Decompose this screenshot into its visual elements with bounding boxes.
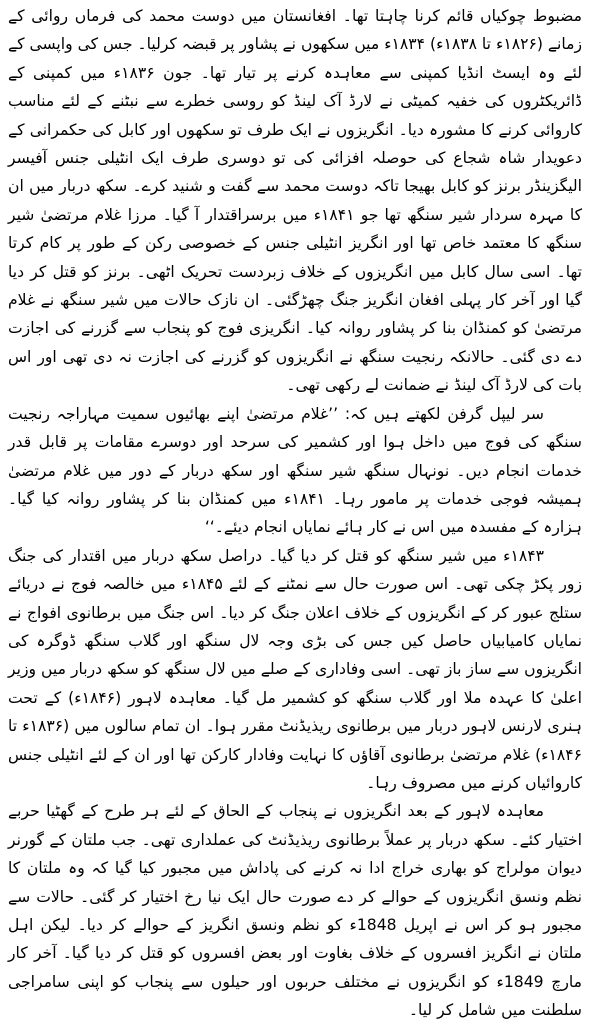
paragraph-first-sikh-war: ۱۸۴۳ء میں شیر سنگھ کو قتل کر دیا گیا۔ دراصل سکھ دربار میں اقتدار کی جنگ زور پکڑ چکی تھی۔ اس صورت حال سے نمٹنے کے لئے ۱۸۴۵ء میں خالصہ فوج نے دریائے ستلج عبور کر کے انگریزوں کے خلاف اعلان جنگ کر دیا۔ اس جنگ میں برطانوی افواج نے نمایاں کامیابیاں حاصل کیں جس کی بڑی وجہ لال سنگھ اور گلاب سنگھ ڈوگرہ کی انگریزوں سے ساز باز تھی۔ اسی وفاداری کے صلے میں لال سنگھ کو سکھ دربار میں وزیر اعلیٰ کا عہدہ ملا اور گلاب سنگھ کو کشمیر مل گیا۔ معاہدہ لاہور (۱۸۴۶ء) کے تحت ہنری لارنس لاہور دربار میں برطانوی ریذیڈنٹ مقرر ہوا۔ ان تمام سالوں میں (۱۸۳۶ء تا ۱۸۴۶ء) غلام مرتضیٰ برطانوی آقاؤں کا نہایت وفادار کارکن تھا اور ان کے لئے انٹیلی جنس کاروائیاں کرنے میں مصروف رہا۔ bbox=[8, 546, 583, 792]
paragraph-afghan-background: مضبوط چوکیاں قائم کرنا چاہتا تھا۔ افغانستان میں دوست محمد کی فرماں روائی کے زمانے (۱۸۲۶ء تا ۱۸۳۸ء) ۱۸۳۴ء میں سکھوں نے پشاور پر قبضہ کرلیا۔ جس کی واپسی کے لئے وہ ایسٹ انڈیا کمپنی سے معاہدہ کرنے پر تیار تھا۔ جون ۱۸۳۶ء میں کمپنی کے ڈائریکٹروں کی خفیہ کمیٹی نے لارڈ آک لینڈ کو روسی خطرے سے نبٹنے کے لئے مناسب کاروائی کرنے کا مشورہ دیا۔ انگریزوں نے ایک طرف تو سکھوں اور کابل کی حکمرانی کے دعویدار شاہ شجاع کی حوصلہ افزائی کی تو دوسری طرف ایک انٹیلی جنس آفیسر الیگزینڈر برنز کو کابل بھیجا تاکہ دوست محمد سے گفت و شنید کرے۔ سکھ دربار میں ان کا مہرہ سردار شیر سنگھ تھا جو ۱۸۴۱ء میں برسراقتدار آ گیا۔ مرزا غلام مرتضیٰ شیر سنگھ کا معتمد خاص تھا اور انگریز انٹیلی جنس کے خصوصی رکن کے طور پر کام کرتا تھا۔ اسی سال کابل میں انگریزوں کے خلاف زبردست تحریک اٹھی۔ برنز کو قتل کر دیا گیا اور آخر کار پہلی افغان انگریز جنگ چھڑگئی۔ ان نازک حالات میں شیر سنگھ نے غلام مرتضیٰ کو کمنڈان بنا کر پشاور روانہ کیا۔ انگریزی فوج کو پنجاب سے گزرنے کی اجازت دے دی گئی۔ حالانکہ رنجیت سنگھ نے انگریزوں کو گزرنے کی اجازت نہ دی تھی اور اس بات کی لارڈ آک لینڈ نے ضمانت لے رکھی تھی۔ bbox=[8, 7, 583, 395]
paragraph-annexation-of-punjab: معاہدہ لاہور کے بعد انگریزوں نے پنجاب کے الحاق کے لئے ہر طرح کے گھٹیا حربے اختیار کئے۔ سکھ دربار پر عملاً برطانوی ریذیڈنٹ کی عملداری تھی۔ جب ملتان کے گورنر دیوان مولراج کو بھاری خراج ادا نہ کرنے کی پاداش میں مجبور کیا گیا کہ وہ ملتان کا نظم ونسق انگریزوں کے حوالے کر دے صورت حال ایک نیا رخ اختیار کر گئی۔ حالات سے مجبور ہو کر اس نے اپریل 1848ء کو نظم ونسق انگریز کے حوالے کر دیا۔ لیکن اہل ملتان نے انگریز افسروں کے خلاف بغاوت اور بعض افسروں کو قتل کر دیا گیا۔ آخر کار مارچ 1849ء کو انگریزوں نے مختلف حربوں اور حیلوں سے پنجاب کو اپنی سامراجی سلطنت میں شامل کر لیا۔ bbox=[8, 802, 582, 1020]
paragraph-griffin-quote: سر لیپل گرفن لکھتے ہیں کہ: ’’غلام مرتضیٰ اپنے بھائیوں سمیت مہاراجہ رنجیت سنگھ کی فوج میں داخل ہوا اور کشمیر کی سرحد اور دوسرے مقامات پر قابل قدر خدمات انجام دیں۔ نونہال سنگھ شیر سنگھ اور سکھ دربار کے دور میں غلام مرتضیٰ ہمیشہ فوجی خدمات پر مامور رہا۔ ۱۸۴۱ء میں کمنڈان بنا کر پشاور روانہ کیا گیا۔ ہزارہ کے مفسدہ میں اس نے کار ہائے نمایاں انجام دیئے۔‘‘ bbox=[8, 404, 582, 537]
